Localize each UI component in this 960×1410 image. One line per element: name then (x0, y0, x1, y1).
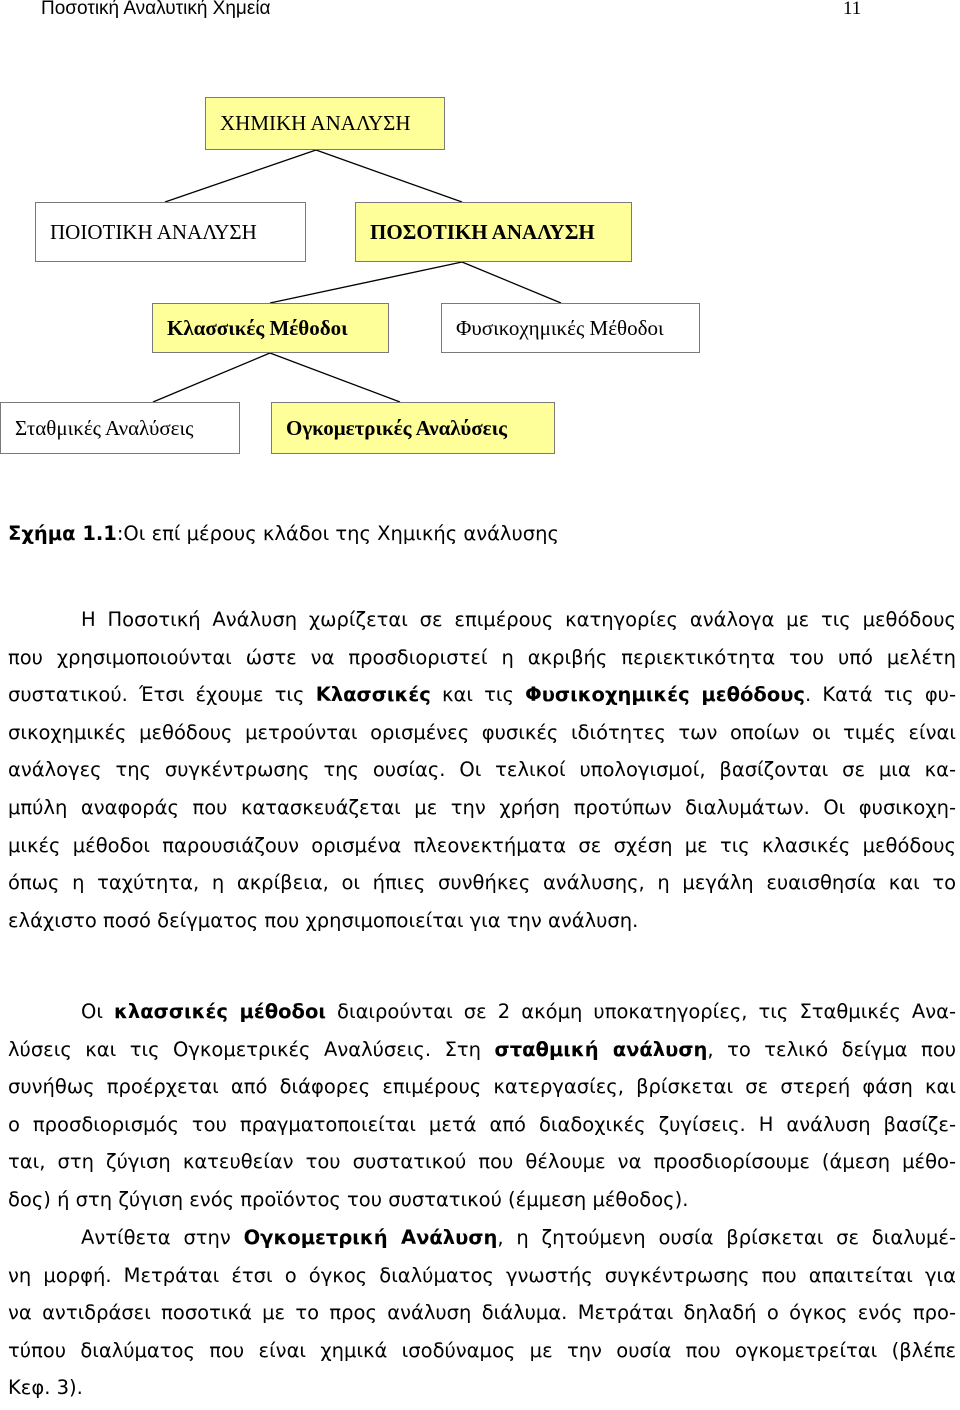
paragraph-line: ελάχιστο ποσό δείγματος που χρησιμοποιείται για την ανάλυση. (8, 908, 639, 932)
bold-term: Φυσικοχημικές μεθόδους (525, 683, 805, 707)
connector-quantitative-physicochemical (462, 262, 561, 303)
line-text: Αντίθετα στην (81, 1226, 244, 1249)
line-text: και τις (430, 683, 526, 707)
node-label: Κλασσικές Μέθοδοι (167, 315, 348, 340)
caption-text: :Οι επί μέρους κλάδοι της Χημικής ανάλυσης (116, 522, 559, 545)
bold-term: Ογκομετρική Ανάλυση (243, 1226, 498, 1249)
paragraph-line: νη μορφή. Μετράται έτσι ο όγκος διαλύματος γνωστής συγκέντρωσης που απαιτείται για (8, 1263, 956, 1287)
paragraph-line: μπύλη αναφοράς που κατασκευάζεται με την χρήση προτύπων διαλυμάτων. Οι φυσικοχη- (8, 795, 956, 819)
line-text: Οι (81, 1000, 115, 1023)
paragraph-line: όπως η ταχύτητα, η ακρίβεια, οι ήπιες συνθήκες ανάλυσης, η μεγάλη ευαισθησία και το (8, 871, 956, 895)
paragraph-line: δος) ή στη ζύγιση ενός προϊόντος του συστατικού (έμμεση μέθοδος). (8, 1187, 689, 1211)
connector-quantitative-classical (270, 262, 462, 303)
bold-term: σταθμική ανάλυση (494, 1037, 708, 1061)
paragraph-line (8, 1031, 956, 1069)
paragraph-line (8, 993, 956, 1031)
paragraph-line (8, 1219, 956, 1257)
paragraph-line: τύπου διαλύματος που είναι χημικά ισοδύναμος με την ουσία που ογκομετρείται (βλέπε (8, 1338, 956, 1362)
paragraph-1 (8, 601, 956, 939)
bold-term: Κλασσικές (315, 683, 431, 707)
paragraph-line: που χρησιμοποιούνται ώστε να προσδιοριστεί η ακριβής περιεκτικότητα του υπό μελέτη (8, 645, 956, 669)
line-text: συστατικού. Έτσι έχουμε τις (8, 683, 316, 707)
line-text: , η ζητούμενη ουσία βρίσκεται σε διαλυμέ- (497, 1226, 956, 1249)
line-text: λύσεις και τις Ογκομετρικές Αναλύσεις. Στη (8, 1037, 495, 1061)
connector-classical-volumetric (270, 353, 400, 402)
node-volumetric-analyses (271, 402, 555, 454)
paragraph-line: να αντιδράσει ποσοτικά με το προς ανάλυση διάλυμα. Μετράται δηλαδή ο όγκος ενός προ- (8, 1301, 956, 1325)
paragraph-line: ανάλογες της συγκέντρωσης της ουσίας. Οι τελικοί υπολογισμοί, βασίζονται σε μια κα- (8, 758, 956, 782)
line-text: , το τελικό δείγμα που (707, 1037, 956, 1061)
paragraph-line: ο προσδιορισμός του πραγματοποιείται μετά από διαδοχικές ζυγίσεις. Η ανάλυση βασίζε- (8, 1112, 956, 1136)
node-label: ΠΟΣΟΤΙΚΗ ΑΝΑΛΥΣΗ (370, 219, 595, 244)
node-label: ΠΟΙΟΤΙΚΗ ΑΝΑΛΥΣΗ (50, 219, 257, 244)
page-number: 11 (843, 0, 862, 19)
node-qualitative-analysis (35, 202, 306, 262)
node-label: Φυσικοχημικές Μέθοδοι (456, 315, 664, 340)
paragraph-line (8, 601, 956, 639)
paragraph-line: Κεφ. 3). (8, 1376, 83, 1400)
caption-label: Σχήμα 1.1 (8, 522, 117, 545)
paragraph-line: ται, στη ζύγιση κατευθείαν του συστατικού που θέλουμε να προσδιορίσουμε (άμεση μέθο- (8, 1150, 956, 1174)
node-label: Σταθμικές Αναλύσεις (15, 415, 194, 440)
node-classical-methods (152, 303, 389, 353)
line-text: διαιρούνται σε 2 ακόμη υποκατηγορίες, τις Σταθμικές Ανα- (325, 1000, 956, 1023)
bold-term: κλασσικές μέθοδοι (114, 1000, 326, 1023)
connector-root-quantitative (316, 150, 462, 202)
paragraph-line (8, 676, 956, 714)
node-physicochemical-methods (441, 303, 700, 353)
figure-caption (8, 522, 559, 545)
node-quantitative-analysis (355, 202, 632, 262)
line-text: Η Ποσοτική Ανάλυση χωρίζεται σε επιμέρους κατηγορίες ανάλογα με τις μεθόδους (81, 608, 956, 631)
node-label: Ογκομετρικές Αναλύσεις (286, 415, 507, 440)
connector-classical-gravimetric (153, 353, 270, 402)
paragraph-3 (8, 1219, 956, 1407)
paragraph-2 (8, 993, 956, 1219)
connector-root-qualitative (165, 150, 316, 202)
node-label: ΧΗΜΙΚΗ ΑΝΑΛΥΣΗ (220, 111, 411, 135)
paragraph-line: σικοχημικές μεθόδους μετρούνται ορισμένες φυσικές ιδιότητες των οποίων οι τιμές είναι (8, 720, 956, 744)
paragraph-line: μικές μέθοδοι παρουσιάζουν ορισμένα πλεονεκτήματα σε σχέση με τις κλασικές μεθόδους (8, 833, 956, 857)
paragraph-line: συνήθως προέρχεται από διάφορες επιμέρους κατεργασίες, βρίσκεται σε στερεή φάση και (8, 1075, 956, 1099)
node-chemical-analysis (205, 97, 445, 150)
running-header-title: Ποσοτική Αναλυτική Χημεία (41, 0, 271, 19)
node-gravimetric-analyses (0, 402, 240, 454)
line-text: . Κατά τις φυ- (804, 683, 956, 707)
